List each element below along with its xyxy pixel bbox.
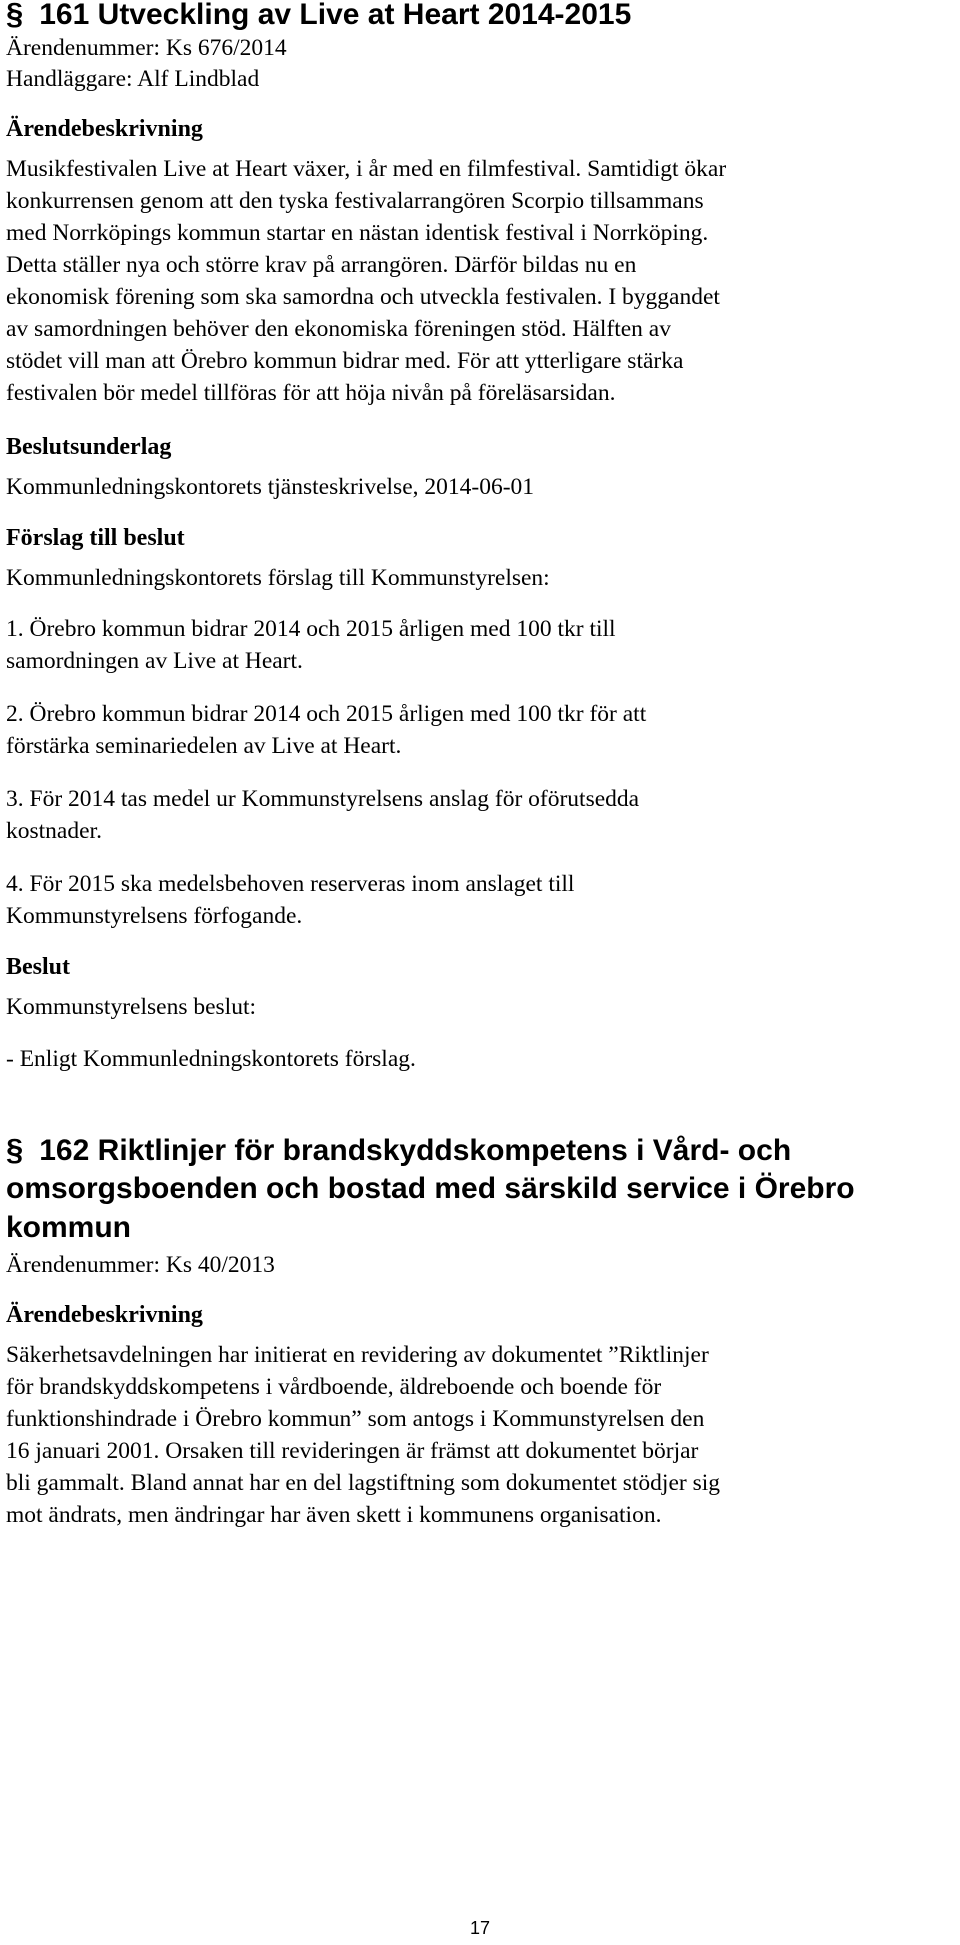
body-line: mot ändrats, men ändringar har även skett i kommunens organisation. [6, 1502, 662, 1528]
forslag-intro: Kommunledningskontorets förslag till Kommunstyrelsen: [6, 565, 550, 591]
handlaggare: Handläggare: Alf Lindblad [6, 66, 260, 92]
section-number: 161 [39, 0, 90, 31]
body-line: Säkerhetsavdelningen har initierat en revidering av dokumentet ”Riktlinjer [6, 1342, 709, 1368]
forslag-item-2-line-1: 2. Örebro kommun bidrar 2014 och 2015 årligen med 100 tkr för att [6, 701, 647, 727]
forslag-item-1-line-2: samordningen av Live at Heart. [6, 648, 303, 674]
forslag-item-2-line-2: förstärka seminariedelen av Live at Heart. [6, 733, 402, 759]
forslag-item-3-line-1: 3. För 2014 tas medel ur Kommunstyrelsens anslag för oförutsedda [6, 786, 640, 812]
body-line: för brandskyddskompetens i vårdboende, äldreboende och boende för [6, 1374, 662, 1400]
forslag-item-4-line-1: 4. För 2015 ska medelsbehoven reserveras inom anslaget till [6, 871, 575, 897]
section-162-heading [6, 1132, 952, 1169]
forslag-item-1-line-1: 1. Örebro kommun bidrar 2014 och 2015 årligen med 100 tkr till [6, 616, 616, 642]
arendenummer: Ärendenummer: Ks 676/2014 [6, 35, 287, 61]
beslut-text: - Enligt Kommunledningskontorets förslag. [6, 1046, 416, 1072]
body-line: konkurrensen genom att den tyska festivalarrangören Scorpio tillsammans [6, 188, 704, 214]
body-line: Detta ställer nya och större krav på arrangören. Därför bildas nu en [6, 252, 637, 278]
beslut-heading: Beslut [6, 954, 71, 980]
beslut-intro: Kommunstyrelsens beslut: [6, 994, 256, 1020]
forslag-heading: Förslag till beslut [6, 525, 185, 551]
section-title-line-1: Riktlinjer för brandskyddskompetens i Vård- och [97, 1134, 792, 1167]
forslag-item-4-line-2: Kommunstyrelsens förfogande. [6, 903, 303, 929]
arendebeskrivning-heading: Ärendebeskrivning [6, 1302, 203, 1328]
body-line: ekonomisk förening som ska samordna och utveckla festivalen. I byggandet [6, 284, 720, 310]
body-line: 16 januari 2001. Orsaken till revideringen är främst att dokumentet börjar [6, 1438, 699, 1464]
arendenummer: Ärendenummer: Ks 40/2013 [6, 1252, 275, 1278]
arendebeskrivning-heading: Ärendebeskrivning [6, 116, 203, 142]
body-line: festivalen bör medel tillföras för att höja nivån på föreläsarsidan. [6, 380, 616, 406]
section-number: 162 [39, 1134, 90, 1167]
section-title: Utveckling av Live at Heart 2014-2015 [97, 0, 632, 31]
paragraph-sign: § [6, 1132, 24, 1167]
page-number: 17 [469, 1918, 491, 1938]
body-line: Musikfestivalen Live at Heart växer, i år med en filmfestival. Samtidigt ökar [6, 156, 727, 182]
section-title-line-2: omsorgsboenden och bostad med särskild service i Örebro [6, 1172, 855, 1205]
section-161-heading [6, 0, 952, 33]
beslutsunderlag-text: Kommunledningskontorets tjänsteskrivelse, 2014-06-01 [6, 474, 535, 500]
body-line: bli gammalt. Bland annat har en del lagstiftning som dokumentet stödjer sig [6, 1470, 721, 1496]
body-line: med Norrköpings kommun startar en nästan identisk festival i Norrköping. [6, 220, 709, 246]
body-line: av samordningen behöver den ekonomiska föreningen stöd. Hälften av [6, 316, 671, 342]
section-title-line-3: kommun [6, 1211, 132, 1244]
beslutsunderlag-heading: Beslutsunderlag [6, 434, 172, 460]
body-line: funktionshindrade i Örebro kommun” som antogs i Kommunstyrelsen den [6, 1406, 705, 1432]
forslag-item-3-line-2: kostnader. [6, 818, 102, 844]
body-line: stödet vill man att Örebro kommun bidrar med. För att ytterligare stärka [6, 348, 684, 374]
paragraph-sign: § [6, 0, 24, 31]
